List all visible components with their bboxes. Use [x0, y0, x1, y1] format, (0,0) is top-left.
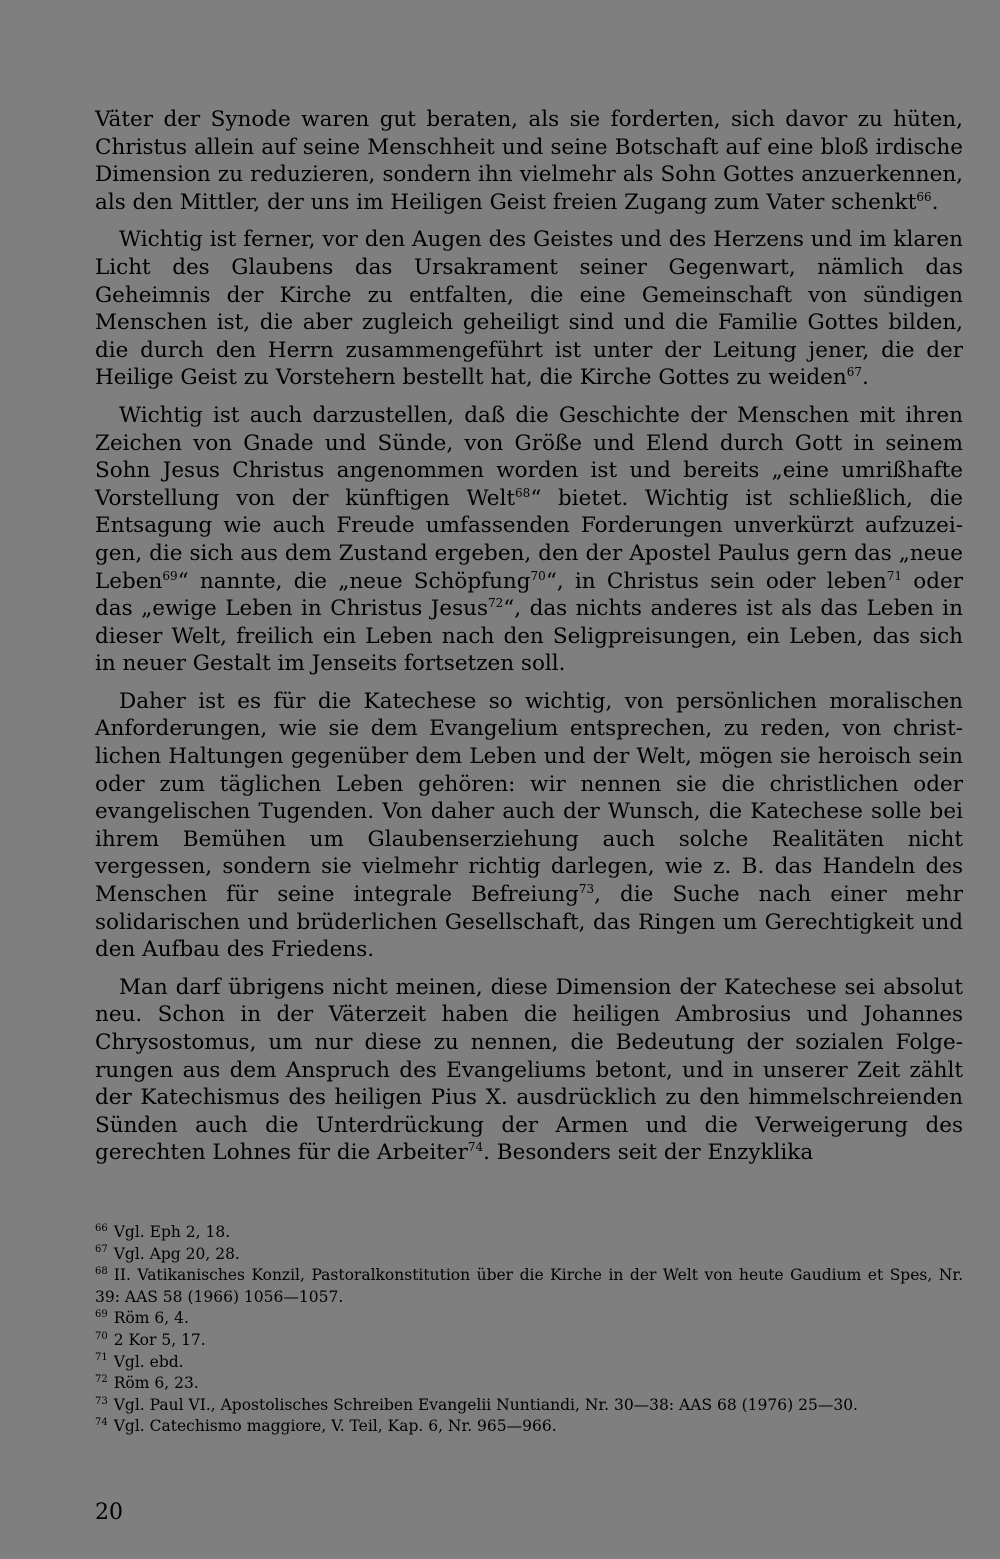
text-run: oder das „ewige Leben in Christus Jesus	[95, 568, 963, 622]
footnote	[95, 1352, 963, 1374]
paragraph-2	[95, 226, 963, 392]
footnote-text: Röm 6, 23.	[113, 1374, 199, 1393]
footnote-ref[interactable]: 74	[467, 1140, 484, 1155]
text-run: Daher ist es für die Katechese so wichtig, von persönlichen moralischen Anforderungen, wie sie dem Evangelium entsprechen, zu reden, von christlichen Haltungen gegenüber dem Leben und der Welt, mögen sie heroisch sein oder zum täglichen Leben gehören: wir nennen sie die christlichen oder evangelischen Tugenden. Von daher auch der Wunsch, die Katechese solle bei ihrem Bemühen um Glaubenserziehung auch solche Realitäten nicht vergessen, sondern sie vielmehr richtig darlegen, wie z. B. das Handeln des Menschen für seine integrale Befreiung	[95, 688, 963, 908]
footnote-text: 2 Kor 5, 17.	[113, 1330, 206, 1349]
text-run: . Besonders seit der Enzyklika	[483, 1140, 814, 1166]
footnote-text: Röm 6, 4.	[113, 1309, 189, 1328]
footnote-number: 67	[95, 1244, 108, 1256]
footnote	[95, 1244, 963, 1266]
footnote-text: Vgl. Paul VI., Apostolisches Schreiben Evangelii Nuntiandi, Nr. 30—38: AAS 68 (1976) 25—30.	[113, 1395, 858, 1414]
text-run: “ nannte, die „neue Schöpfung	[177, 568, 531, 594]
footnote-number: 66	[95, 1222, 108, 1234]
paragraph-1	[95, 106, 963, 216]
footnote-ref[interactable]: 68	[515, 485, 531, 500]
footnote-number: 71	[95, 1352, 108, 1364]
footnote	[95, 1395, 963, 1417]
footnote	[95, 1308, 963, 1330]
footnote-ref[interactable]: 67	[846, 365, 862, 380]
footnote	[95, 1265, 963, 1308]
footnote	[95, 1416, 963, 1438]
paragraph-4	[95, 688, 963, 964]
footnote-ref[interactable]: 66	[916, 189, 932, 204]
text-run: “ bietet. Wichtig ist schließlich, die Entsagung wie auch Freude umfassenden Forderungen unverkürzt aufzuzeigen, die sich aus dem Zustand ergeben, den der Apostel Paulus gern das „neue Leben	[95, 485, 963, 594]
text-run: Wichtig ist auch darzustellen, daß die Geschichte der Menschen mit ihren Zeichen von Gnade und Sünde, von Größe und Elend durch Gott in seinem Sohn Jesus Christus angenommen worden ist und bereits „eine umrißhafte Vorstellung von der künftigen Welt	[95, 402, 963, 511]
page-number: 20	[95, 1500, 123, 1525]
footnote-ref[interactable]: 70	[530, 568, 546, 583]
text-run: .	[861, 365, 869, 391]
footnote-text: Vgl. Eph 2, 18.	[113, 1223, 231, 1241]
text-run: “, das nichts anderes ist als das Leben in dieser Welt, freilich ein Leben nach den Seligpreisungen, ein Leben, das sich in neuer Gestalt im Jenseits fortsetzen soll.	[95, 596, 963, 677]
text-run: , die Suche nach einer mehr solidarischen und brüderlichen Gesellschaft, das Ringen um Gerechtigkeit und den Aufbau des Friedens.	[95, 882, 963, 963]
footnote-ref[interactable]: 69	[162, 568, 178, 583]
text-run: Man darf übrigens nicht meinen, diese Dimension der Katechese sei absolut neu. Schon in der Väterzeit haben die heiligen Ambrosius und Johannes Chrysostomus, um nur diese zu nennen, die Bedeutung der sozialen Folgerungen aus dem Anspruch des Evangeliums betont, und in unserer Zeit zählt der Katechismus des heiligen Pius X. ausdrücklich zu den himmelschreienden Sünden auch die Unterdrückung der Armen und die Verweigerung des gerechten Lohnes für die Arbeiter	[95, 974, 963, 1166]
footnote-number: 74	[95, 1417, 108, 1429]
footnote-text: II. Vatikanisches Konzil, Pastoralkonstitution über die Kirche in der Welt von heute Gaudium et Spes, Nr. 39: AAS 58 (1966) 1056—1057.	[95, 1266, 963, 1306]
footnote-number: 73	[95, 1395, 108, 1407]
footnote-number: 72	[95, 1374, 108, 1385]
footnote-ref[interactable]: 71	[886, 568, 903, 583]
footnote-number: 69	[95, 1309, 108, 1321]
footnote-ref[interactable]: 72	[487, 596, 504, 611]
text-run: Wichtig ist ferner, vor den Augen des Geistes und des Herzens und im klaren Licht des Glaubens das Ursakrament seiner Gegenwart, nämlich das Geheimnis der Kirche zu entfalten, die eine Gemeinschaft von sündigen Menschen ist, die aber zugleich geheiligt sind und die Familie Gottes bilden, die durch den Herrn zusammengeführt ist unter der Leitung jener, die der Heilige Geist zu Vorstehern bestellt hat, die Kirche Gottes zu weiden	[95, 227, 963, 391]
footnote-number: 68	[95, 1266, 108, 1278]
footnote-ref[interactable]: 73	[578, 882, 595, 897]
footnote-number: 70	[95, 1330, 108, 1342]
text-run: .	[931, 189, 939, 215]
footnote-text: Vgl. Catechismo maggiore, V. Teil, Kap. 6, Nr. 965—966.	[113, 1417, 557, 1436]
body-text	[95, 106, 963, 1177]
footnote	[95, 1222, 963, 1244]
footnotes	[95, 1222, 963, 1438]
footnote-text: Vgl. Apg 20, 28.	[113, 1244, 240, 1263]
footnote	[95, 1373, 963, 1395]
footnote-text: Vgl. ebd.	[113, 1352, 184, 1371]
text-run: Väter der Synode waren gut beraten, als sie forderten, sich davor zu hüten, Christus allein auf seine Menschheit und seine Botschaft auf eine bloß irdische Dimension zu reduzieren, sondern ihn vielmehr als Sohn Gottes anzuerkennen, als den Mittler, der uns im Heiligen Geist freien Zugang zum Vater schenkt	[95, 107, 963, 215]
text-run: “, in Christus sein oder leben	[545, 568, 887, 594]
footnote	[95, 1330, 963, 1352]
paragraph-5	[95, 974, 963, 1167]
paragraph-3	[95, 402, 963, 678]
